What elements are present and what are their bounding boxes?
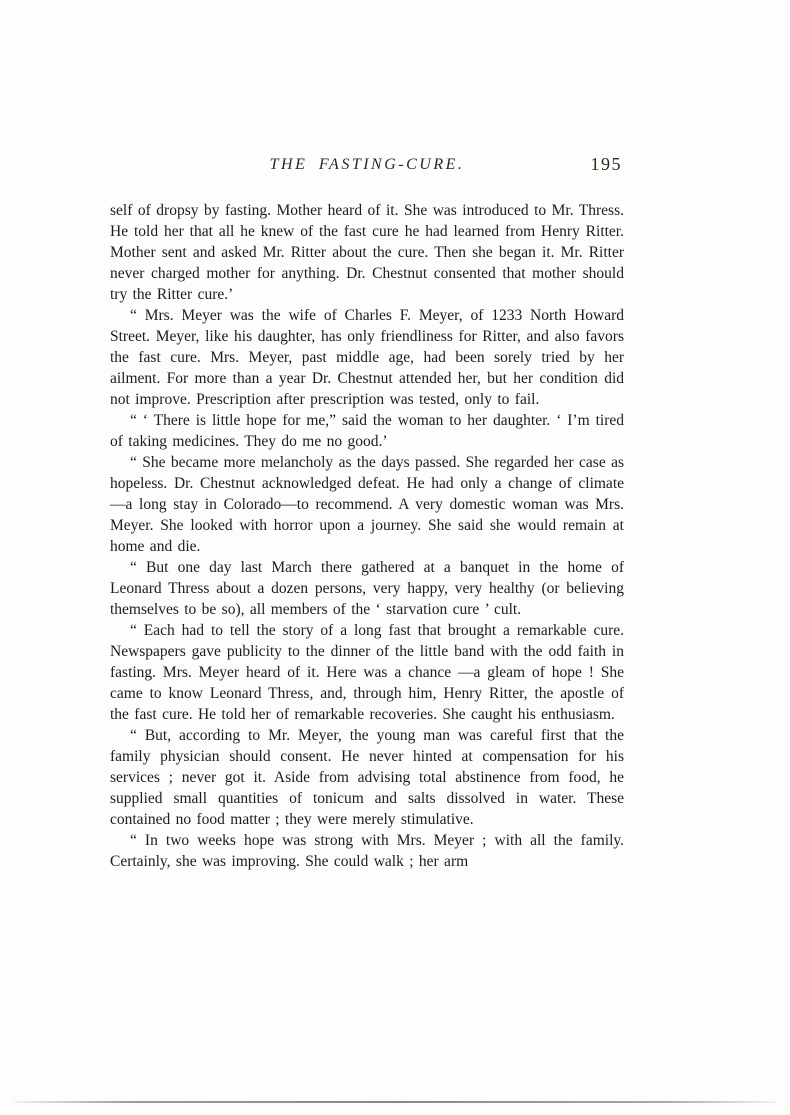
paragraph: “ But one day last March there gathered at a banquet in the home of Leonard Thress about a dozen persons, very happy, very healthy (or believing themselves to be so), all members of the ‘ starvation cure ’ cult. xyxy=(110,559,624,618)
scan-edge-artifact xyxy=(14,1101,776,1103)
paragraph: “ In two weeks hope was strong with Mrs. Meyer ; with all the family. Certainly, she was improving. She could walk ; her arm xyxy=(110,832,624,870)
running-title: THE FASTING-CURE. xyxy=(269,156,465,173)
page-number: 195 xyxy=(590,154,622,174)
paragraph: “ ‘ There is little hope for me,” said the woman to her daughter. ‘ I’m tired of taking medicines. They do me no good.’ xyxy=(110,412,624,450)
paragraph-continuation: self of dropsy by fasting. Mother heard of it. She was introduced to Mr. Thress. He told her that all he knew of the fast cure he had learned from Henry Ritter. Mother sent and asked Mr. Ritter about the cure. Then she began it. Mr. Ritter never charged mother for anything. Dr. Chestnut consented that mother should try the Ritter cure.’ xyxy=(110,202,624,303)
paragraph: “ But, according to Mr. Meyer, the young man was careful first that the family physician should consent. He never hinted at compensation for his services ; never got it. Aside from advising total abstinence from food, he supplied small quantities of tonicum and salts dissolved in water. These contained no food matter ; they were merely stimulative. xyxy=(110,727,624,828)
paragraph: “ Mrs. Meyer was the wife of Charles F. Meyer, of 1233 North Howard Street. Meyer, like his daughter, has only friendliness for Ritter, and also favors the fast cure. Mrs. Meyer, past middle age, had been sorely tried by her ailment. For more than a year Dr. Chestnut attended her, but her condition did not improve. Prescription after prescription was tested, only to fail. xyxy=(110,307,624,408)
body-text xyxy=(110,200,624,872)
running-head xyxy=(110,156,624,180)
paragraph: “ She became more melancholy as the days passed. She regarded her case as hopeless. Dr. Chestnut acknowledged defeat. He had only a change of climate—a long stay in Colorado—to recommend. A very domestic woman was Mrs. Meyer. She looked with horror upon a journey. She said she would remain at home and die. xyxy=(110,454,624,555)
page-content xyxy=(110,156,624,872)
paragraph: “ Each had to tell the story of a long fast that brought a remarkable cure. Newspapers gave publicity to the dinner of the little band with the odd faith in fasting. Mrs. Meyer heard of it. Here was a chance —a gleam of hope ! She came to know Leonard Thress, and, through him, Henry Ritter, the apostle of the fast cure. He told her of remarkable recoveries. She caught his enthusiasm. xyxy=(110,622,624,723)
